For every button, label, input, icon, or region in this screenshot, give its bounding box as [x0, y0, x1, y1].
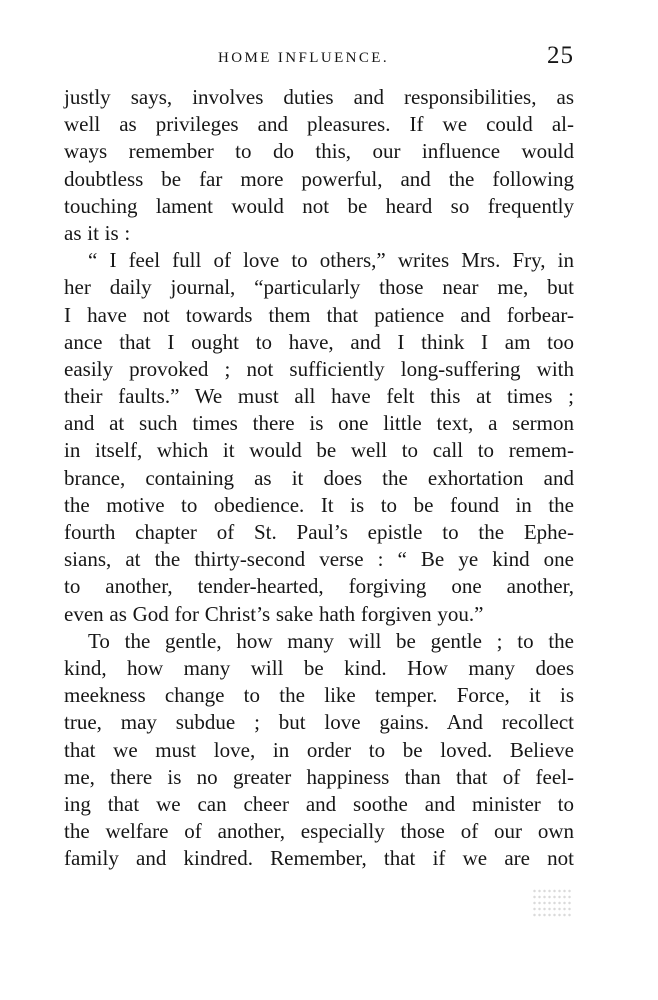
text-line: easily provoked ; not sufficiently long-suffering with [64, 356, 574, 381]
print-smudge [532, 888, 572, 918]
text-line: their faults.” We must all have felt this at times ; [64, 384, 574, 409]
text-line: family and kindred. Remember, that if we are not [64, 846, 574, 871]
text-line: doubtless be far more powerful, and the following [64, 166, 574, 191]
text-line: the welfare of another, especially those of our own [64, 819, 574, 844]
text-line: that we must love, in order to be loved. Believe [64, 737, 574, 762]
text-line: sians, at the thirty-second verse : “ Be ye kind one [64, 547, 574, 572]
text-line: “ I feel full of love to others,” writes Mrs. Fry, in [88, 248, 574, 273]
page-number: 25 [547, 42, 574, 69]
text-line: justly says, involves duties and responsibilities, as [64, 85, 574, 109]
text-line: me, there is no greater happiness than that of feel- [64, 764, 574, 789]
text-line: fourth chapter of St. Paul’s epistle to the Ephe- [64, 520, 574, 544]
page-body-text [64, 84, 574, 872]
text-line: touching lament would not be heard so frequently [64, 193, 574, 218]
text-line: in itself, which it would be well to call to remem- [64, 438, 574, 463]
page-header [64, 42, 574, 76]
text-line: ing that we can cheer and soothe and minister to [64, 791, 574, 816]
text-line: true, may subdue ; but love gains. And recollect [64, 710, 574, 735]
text-line: well as privileges and pleasures. If we could al- [64, 112, 574, 137]
text-line: ance that I ought to have, and I think I am too [64, 329, 574, 354]
text-line: brance, containing as it does the exhortation and [64, 465, 574, 490]
text-line: even as God for Christ’s sake hath forgiven you.” [64, 601, 484, 626]
text-line: the motive to obedience. It is to be found in the [64, 492, 574, 517]
text-line: kind, how many will be kind. How many does [64, 655, 574, 680]
text-line: I have not towards them that patience and forbear- [64, 302, 574, 327]
text-line: To the gentle, how many will be gentle ; to the [88, 628, 574, 653]
text-line: to another, tender-hearted, forgiving one another, [64, 574, 574, 599]
text-line: ways remember to do this, our influence would [64, 139, 574, 164]
text-line: as it is : [64, 220, 131, 245]
text-line: her daily journal, “particularly those near me, but [64, 275, 574, 300]
text-line: and at such times there is one little text, a sermon [64, 411, 574, 436]
text-line: meekness change to the like temper. Force, it is [64, 683, 574, 708]
running-head: HOME INFLUENCE. [218, 50, 389, 66]
